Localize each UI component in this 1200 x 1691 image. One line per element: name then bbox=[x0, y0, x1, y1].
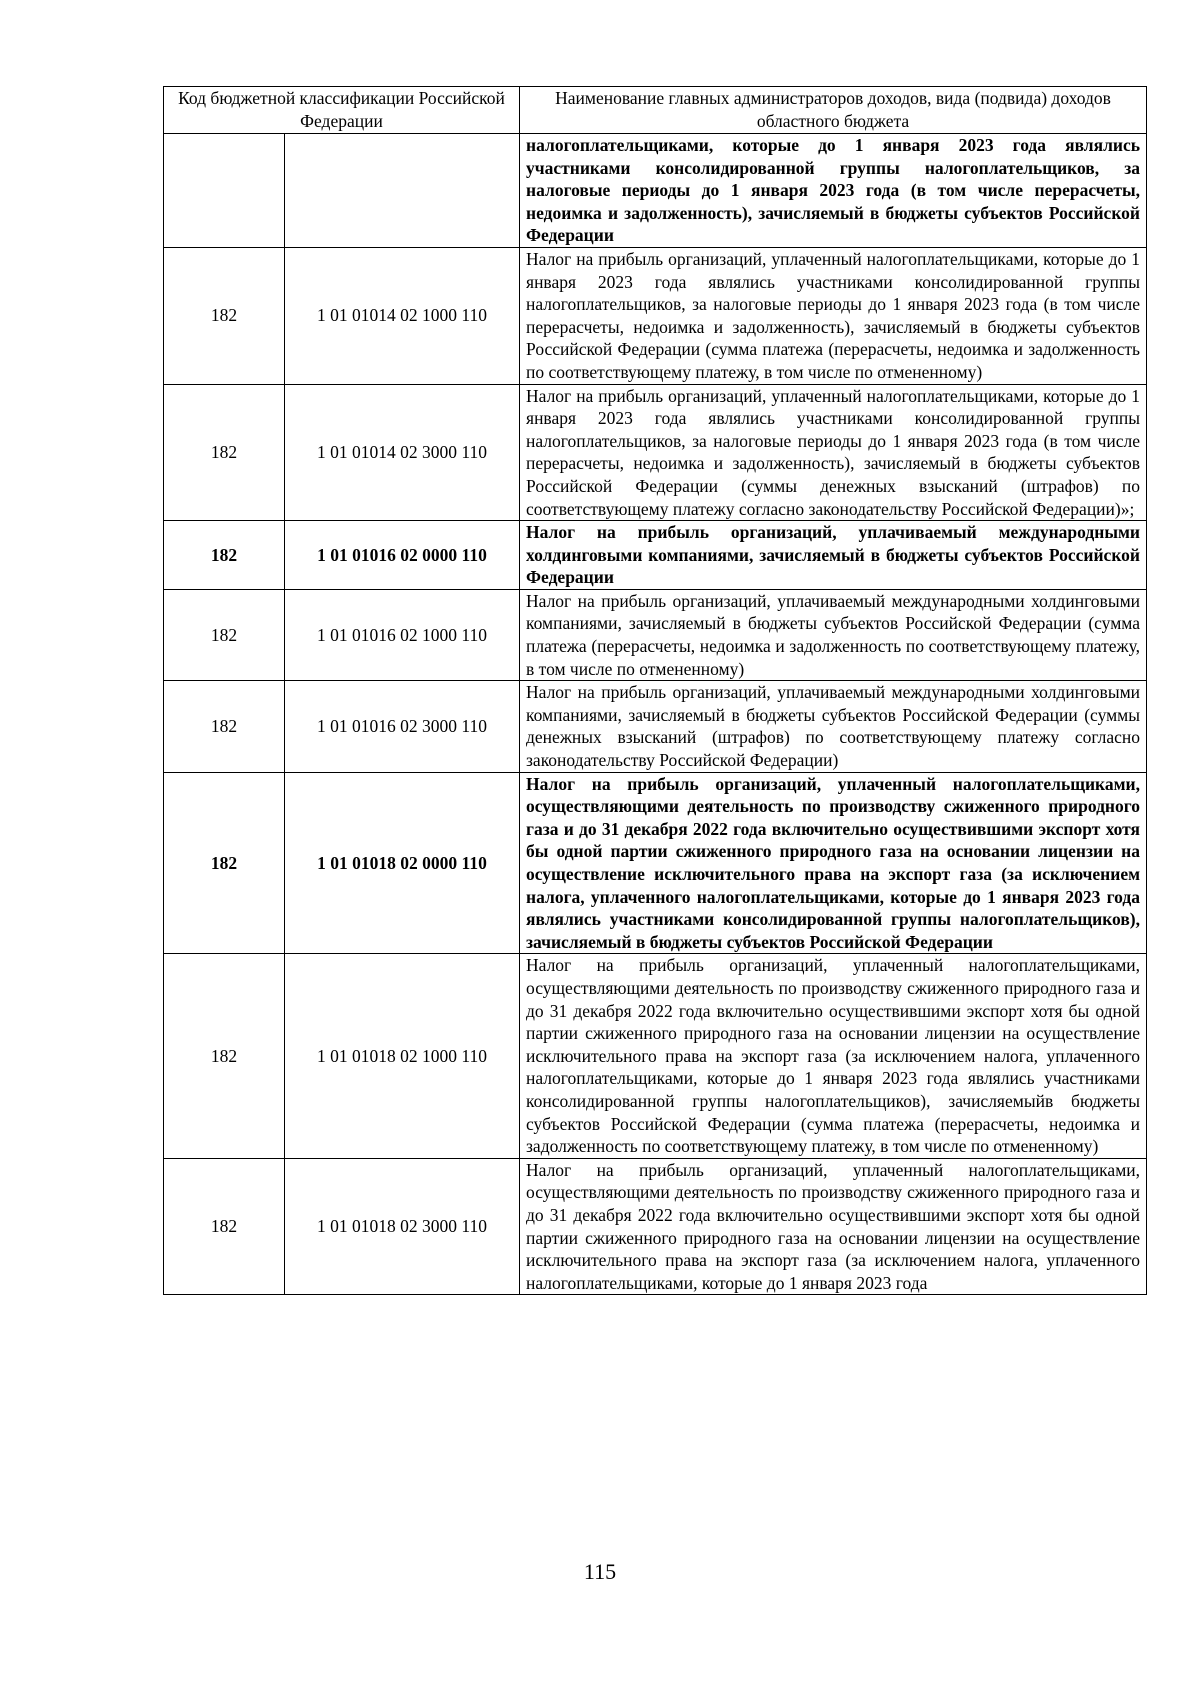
revenue-description-cell: Налог на прибыль организаций, уплаченный налогоплательщиками, осуществляющими деятельность по производству сжиженного природного газа и до 31 декабря 2022 года включительно осуществившими экспорт хотя бы одной партии сжиженного природного газа на основании лицензии на осуществление исключительного права на экспорт газа (за исключением налога, уплаченного налогоплательщиками, которые до 1 января 2023 года являлись участниками консолидированной группы налогоплательщиков), зачисляемый в бюджеты субъектов Российской Федерации bbox=[520, 772, 1147, 954]
classification-code-cell: 1 01 01016 02 0000 110 bbox=[285, 521, 520, 590]
classification-code-cell: 1 01 01016 02 1000 110 bbox=[285, 589, 520, 680]
table-row bbox=[164, 954, 1147, 1158]
revenue-description-cell: Налог на прибыль организаций, уплачиваемый международными холдинговыми компаниями, зачисляемый в бюджеты субъектов Российской Федерации (сумма платежа (перерасчеты, недоимка и задолженность по соответствующему платежу, в том числе по отмененному) bbox=[520, 589, 1147, 680]
table-header bbox=[164, 87, 1147, 134]
classification-code-cell: 1 01 01014 02 3000 110 bbox=[285, 384, 520, 521]
table-row bbox=[164, 681, 1147, 772]
admin-code-cell: 182 bbox=[164, 1158, 285, 1295]
revenue-description-cell: Налог на прибыль организаций, уплаченный налогоплательщиками, осуществляющими деятельность по производству сжиженного природного газа и до 31 декабря 2022 года включительно осуществившими экспорт хотя бы одной партии сжиженного природного газа на основании лицензии на осуществление исключительного права на экспорт газа (за исключением налога, уплаченного налогоплательщиками, которые до 1 января 2023 года bbox=[520, 1158, 1147, 1295]
table-row bbox=[164, 772, 1147, 954]
table-row bbox=[164, 384, 1147, 521]
admin-code-cell: 182 bbox=[164, 247, 285, 384]
revenue-description-cell: Налог на прибыль организаций, уплаченный налогоплательщиками, которые до 1 января 2023 года являлись участниками консолидированной группы налогоплательщиков, за налоговые периоды до 1 января 2023 года (в том числе перерасчеты, недоимка и задолженность), зачисляемый в бюджеты субъектов Российской Федерации (суммы денежных взысканий (штрафов) по соответствующему платежу согласно законодательству Российской Федерации)»; bbox=[520, 384, 1147, 521]
revenue-description-cell: налогоплательщиками, которые до 1 января 2023 года являлись участниками консолидированной группы налогоплательщиков, за налоговые периоды до 1 января 2023 года (в том числе перерасчеты, недоимка и задолженность), зачисляемый в бюджеты субъектов Российской Федерации bbox=[520, 134, 1147, 248]
classification-code-cell bbox=[285, 134, 520, 248]
table-body bbox=[164, 134, 1147, 1295]
revenue-classification-table bbox=[163, 86, 1147, 1295]
table-row bbox=[164, 134, 1147, 248]
admin-code-cell: 182 bbox=[164, 589, 285, 680]
table-row bbox=[164, 521, 1147, 590]
header-classification-code: Код бюджетной классификации Российской Федерации bbox=[164, 87, 520, 134]
classification-code-cell: 1 01 01016 02 3000 110 bbox=[285, 681, 520, 772]
admin-code-cell: 182 bbox=[164, 681, 285, 772]
revenue-description-cell: Налог на прибыль организаций, уплачиваемый международными холдинговыми компаниями, зачисляемый в бюджеты субъектов Российской Федерации bbox=[520, 521, 1147, 590]
table-row bbox=[164, 589, 1147, 680]
admin-code-cell: 182 bbox=[164, 772, 285, 954]
revenue-description-cell: Налог на прибыль организаций, уплаченный налогоплательщиками, которые до 1 января 2023 года являлись участниками консолидированной группы налогоплательщиков, за налоговые периоды до 1 января 2023 года (в том числе перерасчеты, недоимка и задолженность), зачисляемый в бюджеты субъектов Российской Федерации (сумма платежа (перерасчеты, недоимка и задолженность по соответствующему платежу, в том числе по отмененному) bbox=[520, 247, 1147, 384]
classification-code-cell: 1 01 01018 02 0000 110 bbox=[285, 772, 520, 954]
header-administrator-name: Наименование главных администраторов доходов, вида (подвида) доходов областного бюджета bbox=[520, 87, 1147, 134]
admin-code-cell bbox=[164, 134, 285, 248]
revenue-description-cell: Налог на прибыль организаций, уплачиваемый международными холдинговыми компаниями, зачисляемый в бюджеты субъектов Российской Федерации (суммы денежных взысканий (штрафов) по соответствующему платежу согласно законодательству Российской Федерации) bbox=[520, 681, 1147, 772]
revenue-description-cell: Налог на прибыль организаций, уплаченный налогоплательщиками, осуществляющими деятельность по производству сжиженного природного газа и до 31 декабря 2022 года включительно осуществившими экспорт хотя бы одной партии сжиженного природного газа на основании лицензии на осуществление исключительного права на экспорт газа (за исключением налога, уплаченного налогоплательщиками, которые до 1 января 2023 года являлись участниками консолидированной группы налогоплательщиков), зачисляемыйв бюджеты субъектов Российской Федерации (сумма платежа (перерасчеты, недоимка и задолженность по соответствующему платежу, в том числе по отмененному) bbox=[520, 954, 1147, 1158]
table-row bbox=[164, 1158, 1147, 1295]
page-number: 115 bbox=[583, 1559, 617, 1584]
classification-code-cell: 1 01 01018 02 1000 110 bbox=[285, 954, 520, 1158]
table-row bbox=[164, 247, 1147, 384]
admin-code-cell: 182 bbox=[164, 384, 285, 521]
classification-code-cell: 1 01 01018 02 3000 110 bbox=[285, 1158, 520, 1295]
classification-code-cell: 1 01 01014 02 1000 110 bbox=[285, 247, 520, 384]
admin-code-cell: 182 bbox=[164, 954, 285, 1158]
admin-code-cell: 182 bbox=[164, 521, 285, 590]
